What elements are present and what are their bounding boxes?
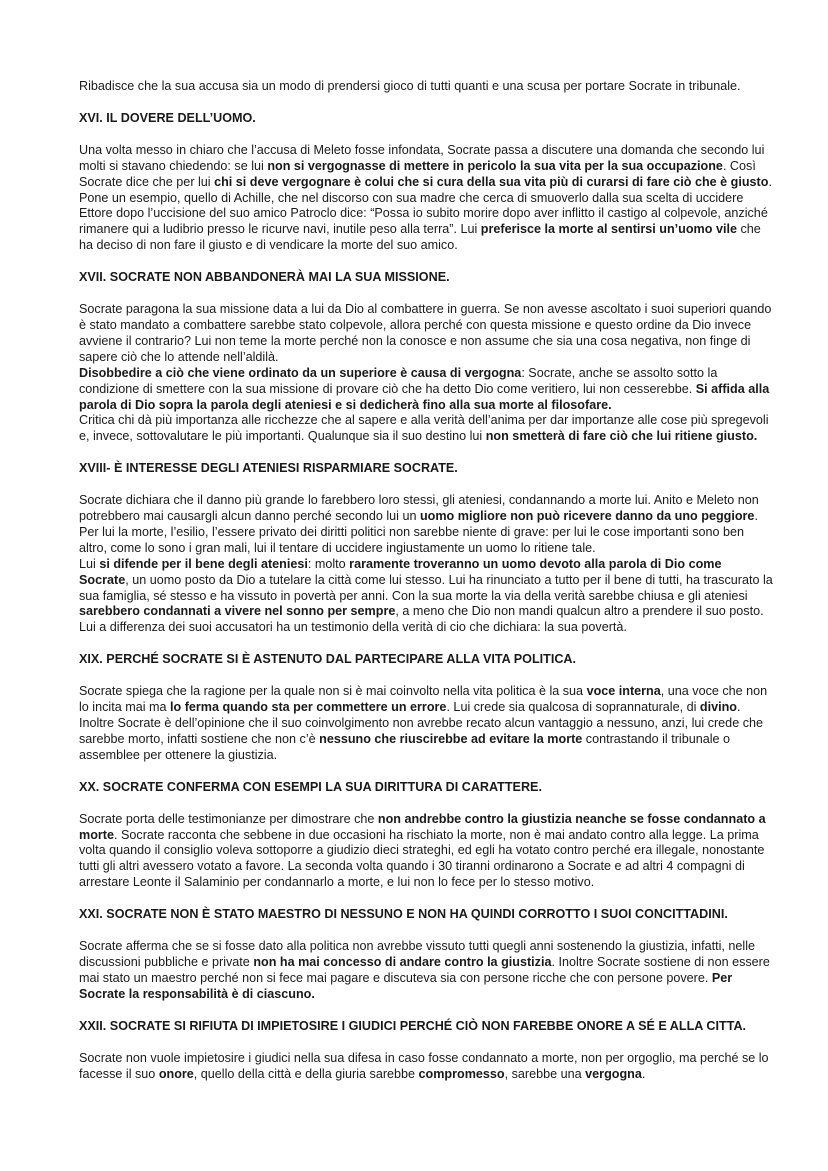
- text-run: . Socrate racconta che sebbene in due occasioni ha rischiato la morte, non è mai andato contro alla legge. La prima volta quando il consiglio voleva sottoporre a giudizio dieci strateghi, ed egli ha votato contro perché era illegale, nonostante tutti gli altri avessero votato a favore. La seconda volta quando i 30 tiranni ordinarono a Socrate e ad altri 4 compagni di arrestare Leonte il Salaminio per condannarlo a morte, e lui non lo fece per lo stesso motivo.: [79, 827, 765, 890]
- bold-text: divino: [699, 700, 737, 715]
- text-run: Socrate paragona la sua missione data a lui da Dio al combattere in guerra. Se non avesse ascoltato i suoi superiori quando è stato mandato a combattere sarebbe stato colpevole, allora perché con questa missione e questo ordine da Dio invece avviene il contrario? Lui non teme la morte perché non la conosce e non assume che sia una cosa negativa, non finge di sapere ciò che lo attende nell’aldilà.: [79, 302, 772, 364]
- section-body: [79, 939, 774, 1003]
- text-run: Socrate dichiara che il danno più grande lo farebbero loro stessi, gli ateniesi, condannando a morte lui. Anito e Meleto non potrebbero mai causargli alcun danno perché secondo lui un: [79, 493, 759, 524]
- section-body: [79, 143, 774, 254]
- text-run: Lui: [79, 556, 100, 571]
- section-heading: XVI. IL DOVERE DELL’UOMO.: [79, 110, 256, 125]
- bold-text: onore: [158, 1066, 194, 1081]
- text-run: contrastando il tribunale o assemblee per ottenere la giustizia.: [79, 731, 731, 762]
- section-paragraph: [79, 366, 774, 414]
- text-run: Una volta messo in chiaro che l’accusa di Meleto fosse infondata, Socrate passa a discutere una domanda che secondo lui molti si stavano chiedendo: se lui: [79, 142, 765, 173]
- bold-text: Per Socrate la responsabilità è di ciascuno.: [79, 970, 733, 1001]
- section-heading: XVIII- È INTERESSE DEGLI ATENIESI RISPARMIARE SOCRATE.: [79, 461, 458, 476]
- text-run: Socrate afferma che se si fosse dato alla politica non avrebbe vissuto tutti quegli anni sostenendo la giustizia, infatti, nelle discussioni pubbliche e private: [79, 939, 756, 969]
- section-paragraph: [79, 939, 774, 1003]
- text-run: Inoltre Socrate è dell’opinione che il suo coinvolgimento non avrebbe recato alcun vantaggio a nessuno, anzi, lui crede che sarebbe morto, infatti sostiene che non c’è: [79, 716, 763, 746]
- section-heading: XVII. SOCRATE NON ABBANDONERÀ MAI LA SUA MISSIONE.: [79, 270, 450, 285]
- text-run: , un uomo posto da Dio a tutelare la città come lui stesso. Lui ha rinunciato a tutto per il bene di tutti, ha trascurato la sua famiglia, sé stesso e ha vissuto in povertà per anni. Con la sua morte la via della verità sarebbe chiusa e gli ateniesi: [79, 572, 773, 603]
- section-body: [79, 812, 774, 892]
- sections-container: [79, 111, 774, 1083]
- section-paragraph: [79, 812, 774, 892]
- section-body: [79, 493, 774, 636]
- section-body: [79, 302, 774, 445]
- bold-text: raramente troveranno un uomo devoto alla parola di Dio come Socrate: [79, 556, 722, 587]
- text-run: : Socrate, anche se assolto sotto la condizione di smettere con la sua missione di provare ciò che ha detto Dio come veritiero, lui non cesserebbe.: [79, 365, 718, 396]
- intro-paragraph: Ribadisce che la sua accusa sia un modo di prendersi gioco di tutti quanti e una scusa per portare Socrate in tribunale.: [79, 79, 741, 93]
- bold-text: compromesso: [418, 1066, 505, 1081]
- section-heading: XIX. PERCHÉ SOCRATE SI È ASTENUTO DAL PARTECIPARE ALLA VITA POLITICA.: [79, 652, 577, 667]
- bold-text: voce interna: [586, 684, 661, 699]
- section-paragraph: [79, 684, 774, 716]
- bold-text: non ha mai concesso di andare contro la giustizia: [253, 954, 552, 969]
- bold-text: si difende per il bene degli ateniesi: [99, 556, 308, 571]
- text-run: , sarebbe una: [504, 1066, 586, 1081]
- section-paragraph: [79, 302, 774, 366]
- bold-text: vergogna: [585, 1066, 642, 1081]
- bold-text: uomo migliore non può ricevere danno da uno peggiore: [419, 509, 755, 524]
- text-run: . Così Socrate dice che per lui: [79, 158, 756, 189]
- section-heading: XX. SOCRATE CONFERMA CON ESEMPI LA SUA DIRITTURA DI CARATTERE.: [79, 779, 542, 794]
- bold-text: Si affida alla parola di Dio sopra la parola degli ateniesi e si dedicherà fino alla sua morte al filosofare.: [79, 381, 770, 412]
- section-paragraph: [79, 557, 774, 637]
- section-paragraph: [79, 493, 774, 557]
- section-paragraph: [79, 716, 774, 764]
- bold-text: Disobbedire a ciò che viene ordinato da un superiore è causa di vergogna: [79, 365, 522, 380]
- text-run: : molto: [307, 556, 350, 571]
- section-paragraph: [79, 1051, 774, 1083]
- text-run: .: [736, 700, 741, 715]
- bold-text: preferisce la morte al sentirsi un’uomo vile: [480, 222, 737, 237]
- text-run: Critica chi dà più importanza alle ricchezze che al sapere e alla verità dell’anima per dar importanze alle cose più spregevoli e, invece, sottovalutare le più importanti. Qualunque sia il suo destino lui: [79, 413, 769, 444]
- section-body: [79, 684, 774, 764]
- section-heading: XXII. SOCRATE SI RIFIUTA DI IMPIETOSIRE I GIUDICI PERCHÉ CIÒ NON FAREBBE ONORE A SÉ E ALLA CITTA.: [79, 1018, 747, 1033]
- text-run: che ha deciso di non fare il giusto e di vendicare la morte del suo amico.: [79, 222, 761, 253]
- text-run: Socrate porta delle testimonianze per dimostrare che: [79, 811, 378, 826]
- text-run: . Lui crede sia qualcosa di soprannaturale, di: [446, 700, 700, 715]
- bold-text: non smetterà di fare ciò che lui ritiene giusto.: [485, 429, 758, 444]
- bold-text: non si vergognasse di mettere in pericolo la sua vita per la sua occupazione: [267, 158, 723, 173]
- text-run: , quello della città e della giuria sarebbe: [193, 1066, 419, 1081]
- text-run: , a meno che Dio non mandi qualcun altro a prendere il suo posto. Lui a differenza dei suoi accusatori ha un testimonio della verità di cio che dichiara: la sua povertà.: [79, 604, 764, 635]
- bold-text: nessuno che riuscirebbe ad evitare la morte: [319, 731, 583, 746]
- bold-text: chi si deve vergognare è colui che si cura della sua vita più di curarsi di fare ciò che è giusto: [214, 174, 769, 189]
- section-paragraph: [79, 143, 774, 254]
- section-paragraph: [79, 413, 774, 445]
- text-run: Socrate spiega che la ragione per la quale non si è mai coinvolto nella vita politica è la sua: [79, 684, 587, 699]
- text-run: , una voce che non lo incita mai ma: [79, 684, 768, 715]
- text-run: . Per lui la morte, l’esilio, l’essere privato dei diritti politici non sarebbe niente di grave: per lui le cose importanti sono ben altro, come lo sono i gran mali, lui il tentare di uccidere ingiustamente un uomo lo ritiene tale.: [79, 509, 758, 555]
- bold-text: non andrebbe contro la giustizia neanche se fosse condannato a morte: [79, 811, 766, 842]
- bold-text: lo ferma quando sta per commettere un errore: [170, 700, 447, 715]
- bold-text: sarebbero condannati a vivere nel sonno per sempre: [79, 604, 396, 619]
- text-run: .: [641, 1066, 646, 1081]
- text-run: . Inoltre Socrate sostiene di non essere mai stato un maestro perché non si fece mai pagare e discuteva sia con persone ricche che con persone povere.: [79, 954, 770, 985]
- text-run: . Pone un esempio, quello di Achille, che nel discorso con sua madre che cerca di smuoverlo dalla sua scelta di uccidere Ettore dopo l’uccisione del suo amico Patroclo dice: “Possa io subito morire dopo aver inflitto il castigo al colpevole, anziché rimanere qui a ludibrio presso le ricurve navi, inutile peso alla terra”. Lui: [79, 174, 772, 237]
- text-run: Socrate non vuole impietosire i giudici nella sua difesa in caso fosse condannato a morte, non per orgoglio, ma perché se lo facesse il suo: [79, 1050, 769, 1081]
- section-body: [79, 1051, 774, 1083]
- section-heading: XXI. SOCRATE NON È STATO MAESTRO DI NESSUNO E NON HA QUINDI CORROTTO I SUOI CONCITTADINI.: [79, 907, 728, 922]
